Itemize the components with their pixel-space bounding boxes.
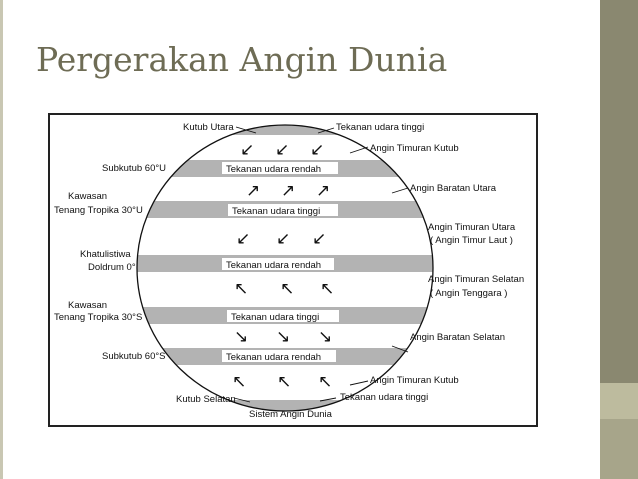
label-trade-north-line2: ( Angin Timur Laut ) <box>430 235 513 246</box>
arrow-westerly-north-2: ↗ <box>281 181 296 200</box>
arrow-trade-south-2: ↖ <box>280 279 295 298</box>
label-subpolar-south: Subkutub 60°S <box>102 351 166 362</box>
decorative-sidebar <box>600 0 638 479</box>
arrow-polar-north-1: ↙ <box>240 140 255 159</box>
arrow-trade-north-3: ↙ <box>312 229 327 248</box>
band-label-low-60s: Tekanan udara rendah <box>226 352 322 363</box>
band-label-high-30n: Tekanan udara tinggi <box>232 206 321 217</box>
label-horse-north-line1: Kawasan <box>68 191 108 202</box>
leader-polar-east-north <box>350 147 368 153</box>
label-high-top: Tekanan udara tinggi <box>336 122 425 133</box>
arrow-polar-north-2: ↙ <box>275 140 290 159</box>
label-westerly-north: Angin Baratan Utara <box>410 183 497 194</box>
arrow-trade-north-1: ↙ <box>236 229 251 248</box>
sidebar-strip-top <box>600 0 638 383</box>
arrow-trade-south-1: ↖ <box>234 279 249 298</box>
label-equator-line1: Khatulistiwa <box>80 249 131 260</box>
arrow-westerly-south-1: ↘ <box>234 327 249 346</box>
label-horse-north-line2: Tenang Tropika 30°U <box>54 205 143 216</box>
label-polar-east-north: Angin Timuran Kutub <box>370 143 459 154</box>
diagram-caption: Sistem Angin Dunia <box>249 409 332 420</box>
slide-title: Pergerakan Angin Dunia <box>36 40 448 79</box>
label-polar-east-south: Angin Timuran Kutub <box>370 375 459 386</box>
arrow-trade-north-2: ↙ <box>276 229 291 248</box>
label-trade-south-line1: Angin Timuran Selatan <box>428 274 525 285</box>
label-subpolar-north: Subkutub 60°U <box>102 163 167 174</box>
label-high-bottom: Tekanan udara tinggi <box>340 392 429 403</box>
label-horse-south-line2: Tenang Tropika 30°S <box>54 312 143 323</box>
arrow-westerly-south-3: ↘ <box>318 327 333 346</box>
label-south-pole: Kutub Selatan <box>176 394 236 405</box>
label-horse-south-line1: Kawasan <box>68 300 108 311</box>
band-label-low-equator: Tekanan udara rendah <box>226 260 322 271</box>
sidebar-strip-bottom <box>600 419 638 479</box>
sidebar-strip-middle <box>600 383 638 419</box>
label-westerly-south: Angin Baratan Selatan <box>410 332 506 343</box>
band-label-high-30s: Tekanan udara tinggi <box>231 312 320 323</box>
arrow-polar-south-2: ↖ <box>277 372 292 391</box>
leader-polar-east-south <box>350 381 368 385</box>
label-north-pole: Kutub Utara <box>183 122 234 133</box>
arrow-westerly-north-1: ↗ <box>246 181 261 200</box>
arrow-westerly-south-2: ↘ <box>276 327 291 346</box>
arrow-trade-south-3: ↖ <box>320 279 335 298</box>
wind-system-diagram <box>48 113 538 427</box>
label-trade-south-line2: ( Angin Tenggara ) <box>430 288 508 299</box>
arrow-polar-north-3: ↙ <box>310 140 325 159</box>
slide-left-edge <box>0 0 3 479</box>
diagram-canvas <box>50 115 536 425</box>
label-trade-north-line1: Angin Timuran Utara <box>428 222 516 233</box>
leader-westerly-north <box>392 188 408 193</box>
arrow-polar-south-1: ↖ <box>232 372 247 391</box>
label-equator-line2: Doldrum 0° <box>88 262 136 273</box>
arrow-westerly-north-3: ↗ <box>316 181 331 200</box>
arrow-polar-south-3: ↖ <box>318 372 333 391</box>
band-label-low-60n: Tekanan udara rendah <box>226 164 322 175</box>
